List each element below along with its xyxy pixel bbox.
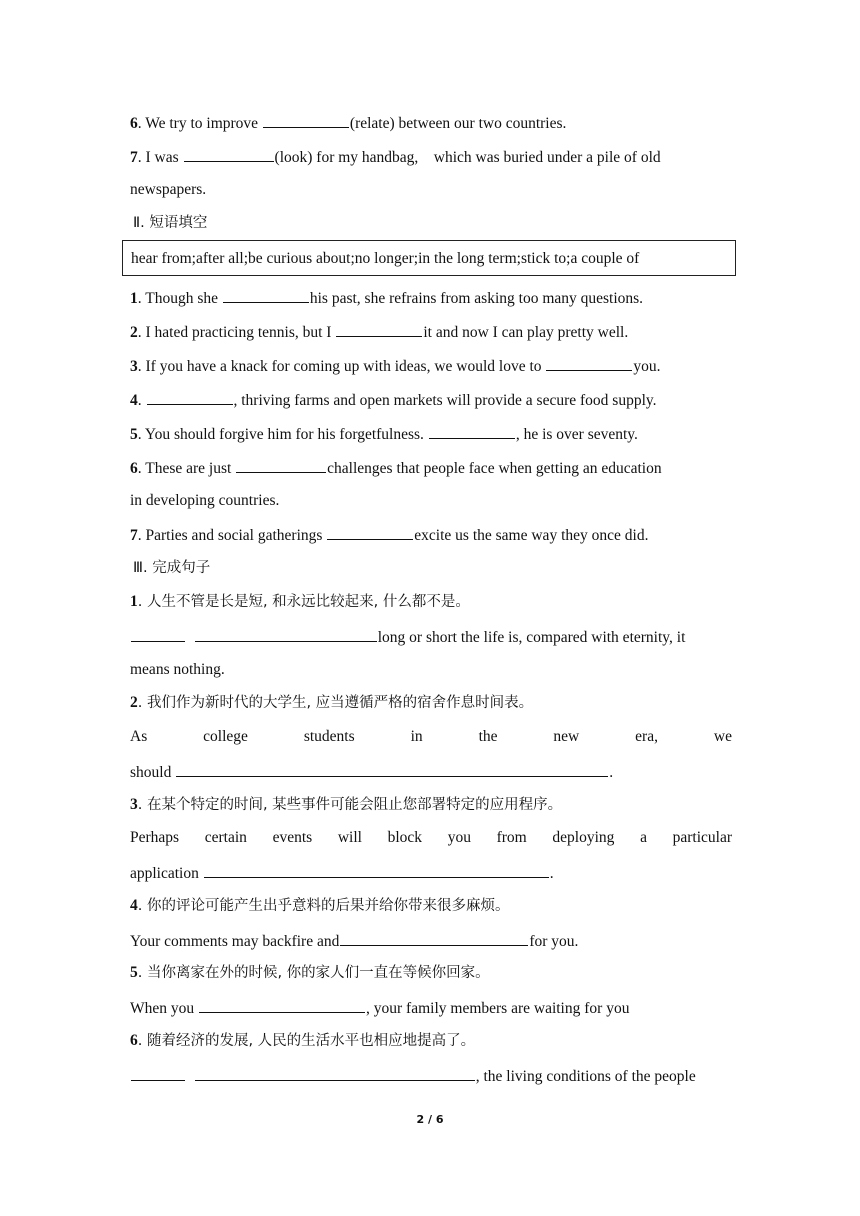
question-text: . I was [137, 149, 183, 166]
sentence-text: for you. [529, 933, 579, 950]
answer-blank[interactable] [184, 146, 274, 162]
answer-blank[interactable] [340, 930, 528, 946]
phrase-bank-text: hear from;after all;be curious about;no longer;in the long term;stick to;a couple of [131, 250, 640, 267]
word: certain [204, 829, 247, 846]
sentence-4-english [130, 930, 732, 950]
word: era, [635, 728, 658, 745]
question-number: 1 [130, 593, 138, 610]
sentence-text: Your comments may backfire and [130, 933, 340, 950]
question-number: 3 [130, 796, 138, 813]
sentence-3-english [130, 828, 732, 848]
section-heading-sentences: Ⅲ. 完成句子 [133, 560, 211, 576]
word: college [203, 728, 248, 745]
answer-blank[interactable] [336, 321, 422, 337]
answer-blank[interactable] [131, 626, 185, 642]
answer-blank[interactable] [176, 761, 608, 777]
question-text: . Parties and social gatherings [137, 527, 327, 544]
answer-blank[interactable] [223, 287, 309, 303]
question-text: . We try to improve [137, 115, 262, 132]
question-number: 6 [130, 460, 138, 477]
phrase-question-2 [130, 321, 732, 341]
sentence-3-chinese [130, 795, 732, 815]
sentence-5-english [130, 997, 732, 1017]
word: will [337, 829, 362, 846]
answer-blank[interactable] [199, 997, 365, 1013]
answer-blank[interactable] [429, 423, 515, 439]
question-number: 5 [130, 964, 138, 981]
page-number: 2 / 6 [416, 1113, 444, 1126]
question-text: . These are just [137, 460, 236, 477]
answer-blank[interactable] [546, 355, 632, 371]
question-number: 3 [130, 358, 138, 375]
answer-blank[interactable] [131, 1065, 185, 1081]
question-number: 1 [130, 290, 138, 307]
sentence-text: long or short the life is, compared with eternity, it [377, 629, 686, 646]
phrase-question-6 [130, 457, 732, 477]
phrase-bank-box [122, 240, 736, 276]
word: events [272, 829, 313, 846]
sentence-2-english [130, 727, 732, 747]
sentence-3-continuation [130, 862, 732, 882]
chinese-prompt: . 我们作为新时代的大学生, 应当遵循严格的宿舍作息时间表。 [137, 695, 534, 711]
phrase-question-6-continuation: in developing countries. [130, 492, 280, 509]
question-text: , thriving farms and open markets will provide a secure food supply. [233, 392, 657, 409]
sentence-5-chinese [130, 963, 732, 983]
question-text: excite us the same way they once did. [414, 527, 649, 544]
phrase-question-7 [130, 524, 732, 544]
question-text: . [137, 392, 146, 409]
sentence-1-english [130, 626, 732, 646]
chinese-prompt: . 在某个特定的时间, 某些事件可能会阻止您部署特定的应用程序。 [137, 797, 563, 813]
sentence-text: , your family members are waiting for you [366, 1000, 630, 1017]
word: particular [672, 829, 732, 846]
phrase-question-5 [130, 423, 732, 443]
answer-blank[interactable] [195, 626, 377, 642]
answer-blank[interactable] [263, 112, 349, 128]
question-text: his past, she refrains from asking too many questions. [309, 290, 644, 307]
word: As [130, 728, 148, 745]
sentence-2-chinese [130, 693, 732, 713]
word: we [713, 728, 732, 745]
word: deploying [552, 829, 615, 846]
answer-blank[interactable] [147, 389, 233, 405]
sentence-text: should [130, 764, 176, 781]
question-number: 4 [130, 897, 138, 914]
sentence-1-chinese [130, 592, 732, 612]
question-number: 7 [130, 527, 138, 544]
question-number: 5 [130, 426, 138, 443]
question-text: challenges that people face when getting an education [327, 460, 662, 477]
sentence-1-continuation: means nothing. [130, 661, 225, 678]
question-number: 4 [130, 392, 138, 409]
question-number: 2 [130, 694, 138, 711]
word: new [553, 728, 580, 745]
question-number: 7 [130, 149, 138, 166]
word: students [303, 728, 355, 745]
question-text: . I hated practicing tennis, but I [137, 324, 336, 341]
question-text: . Though she [137, 290, 222, 307]
sentence-text: . [609, 764, 614, 781]
question-text: , he is over seventy. [515, 426, 638, 443]
question-text: you. [633, 358, 661, 375]
answer-blank[interactable] [236, 457, 326, 473]
phrase-question-1 [130, 287, 732, 307]
question-text: (look) for my handbag, which was buried under a pile of old [274, 149, 661, 166]
sentence-text: application [130, 865, 203, 882]
word: Perhaps [130, 829, 180, 846]
question-text: . If you have a knack for coming up with ideas, we would love to [137, 358, 546, 375]
phrase-question-4 [130, 389, 732, 409]
sentence-6-chinese [130, 1031, 732, 1051]
chinese-prompt: . 人生不管是长是短, 和永远比较起来, 什么都不是。 [137, 594, 470, 610]
question-text: it and now I can play pretty well. [423, 324, 629, 341]
word: you [447, 829, 471, 846]
question-number: 6 [130, 115, 138, 132]
sentence-2-continuation [130, 761, 732, 781]
phrase-question-3 [130, 355, 732, 375]
sentence-text: , the living conditions of the people [475, 1068, 696, 1085]
sentence-6-english [130, 1065, 732, 1085]
answer-blank[interactable] [327, 524, 413, 540]
question-6 [130, 112, 732, 132]
word: from [496, 829, 527, 846]
answer-blank[interactable] [204, 862, 549, 878]
question-text: . You should forgive him for his forgetfulness. [137, 426, 428, 443]
sentence-4-chinese [130, 896, 732, 916]
section-heading-phrases: Ⅱ. 短语填空 [133, 215, 208, 231]
chinese-prompt: . 当你离家在外的时候, 你的家人们一直在等候你回家。 [137, 965, 490, 981]
word: a [640, 829, 647, 846]
word: block [387, 829, 423, 846]
sentence-text: . [549, 865, 554, 882]
chinese-prompt: . 你的评论可能产生出乎意料的后果并给你带来很多麻烦。 [137, 898, 510, 914]
word: the [478, 728, 498, 745]
answer-blank[interactable] [195, 1065, 475, 1081]
word: in [410, 728, 423, 745]
question-number: 6 [130, 1032, 138, 1049]
chinese-prompt: . 随着经济的发展, 人民的生活水平也相应地提高了。 [137, 1033, 476, 1049]
sentence-text: When you [130, 1000, 199, 1017]
question-7 [130, 146, 732, 166]
question-text: (relate) between our two countries. [349, 115, 567, 132]
question-number: 2 [130, 324, 138, 341]
question-7-continuation: newspapers. [130, 181, 207, 198]
